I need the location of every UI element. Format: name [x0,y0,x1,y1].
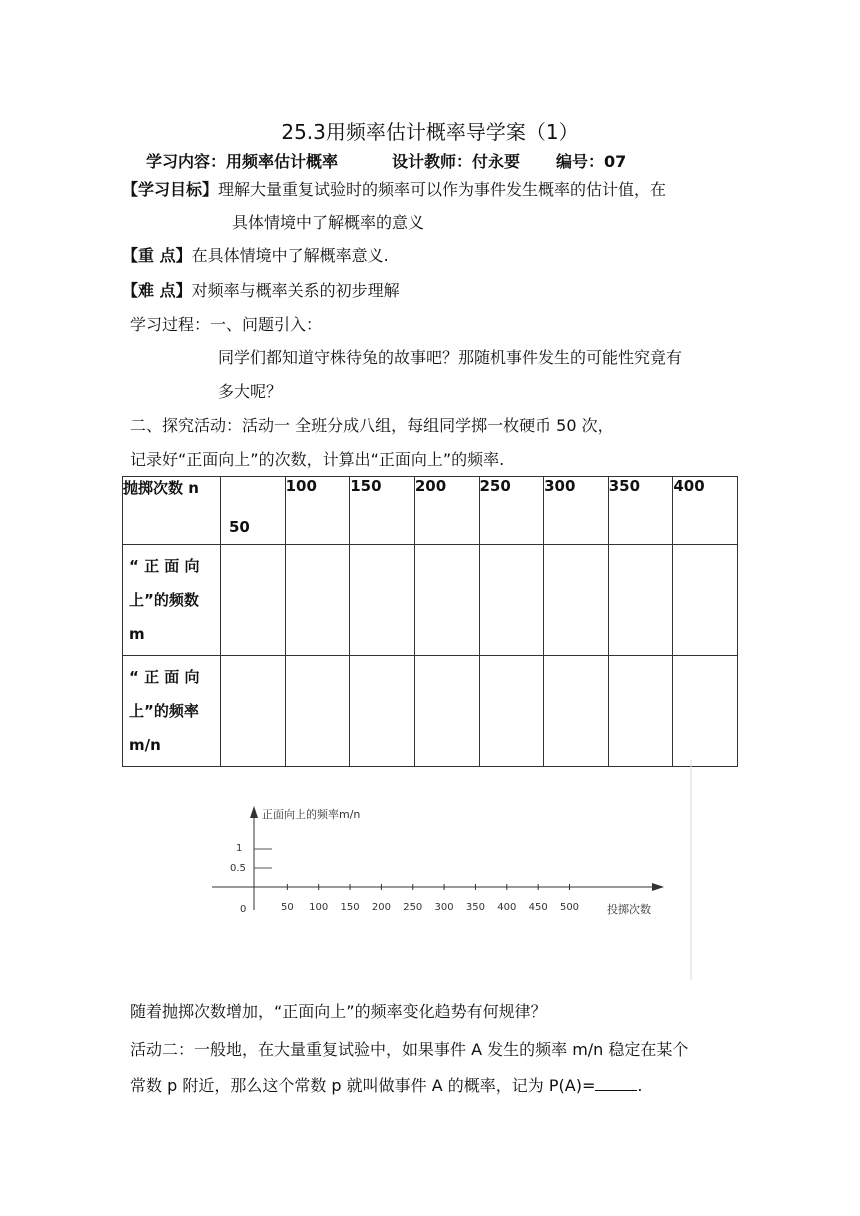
graph-origin-label: 0 [240,904,247,915]
page-title: 25.3用频率估计概率导学案（1） [281,120,579,144]
meta-designer: 设计教师：付永要 [392,152,521,171]
graph-x-tick-label: 400 [497,902,517,913]
table-header-cell: 50 [221,477,286,545]
graph-x-tick-label: 100 [309,902,329,913]
graph-x-tick-label: 350 [465,902,485,913]
graph-x-axis-label: 投掷次数 [607,903,651,916]
graph-y-arrow [250,806,258,818]
activity-one-text-cont: 记录好“正面向上”的次数，计算出“正面向上”的频率. [130,450,505,469]
graph-x-tick-label: 150 [340,902,360,913]
trend-question: 随着抛掷次数增加，“正面向上”的频率变化趋势有何规律？ [130,1002,547,1021]
key-text: 在具体情境中了解概率意义. [191,246,389,265]
graph-y-tick-label: 1 [236,843,243,854]
table-header-cell: 100 [285,477,350,545]
graph-x-tick-label: 300 [434,902,454,913]
difficulty-text: 对频率与概率关系的初步理解 [191,281,400,300]
graph-x-arrow [652,883,664,891]
table-header-cell: 150 [350,477,415,545]
goal-label: 【学习目标】 [122,180,219,199]
table-header-cell: 350 [608,477,673,545]
goal-text: 理解大量重复试验时的频率可以作为事件发生概率的估计值，在 [218,180,667,199]
intro-text-cont: 多大呢？ [218,382,283,401]
graph-y-axis-label: 正面向上的频率m/n [262,808,361,821]
graph-x-tick-label: 200 [371,902,391,913]
meta-content: 学习内容：用频率估计概率 [146,152,339,171]
graph-y-tick-label: 0.5 [230,863,246,874]
table-header-cell: 300 [544,477,609,545]
goal-text-cont: 具体情境中了解概率的意义 [232,213,425,232]
table-header-cell: 250 [479,477,544,545]
activity-two-text-cont [130,1076,642,1096]
activity-one-text: 二、探究活动：活动一 全班分成八组，每组同学掷一枚硬币 50 次， [130,416,614,435]
table-header-cell: 400 [673,477,738,545]
table-header-cell: 抛掷次数 n [123,477,221,545]
graph-x-tick-label: 450 [528,902,548,913]
graph-x-tick-label: 50 [280,902,294,913]
intro-text: 同学们都知道守株待兔的故事吧？那随机事件发生的可能性究竟有 [218,348,683,367]
activity-two-text: 活动二：一般地，在大量重复试验中，如果事件 A 发生的频率 m/n 稳定在某个 [130,1040,689,1059]
graph-x-ticks [281,884,579,913]
graph-x-tick-label: 250 [403,902,423,913]
meta-number: 编号：07 [556,152,627,171]
graph-x-tick-label: 500 [559,902,580,913]
difficulty-label: 【难 点】 [122,281,192,300]
row-label-frequency: “ 正 面 向 上”的频率 m/n [123,656,221,767]
activity-two-definition: 常数 p 附近，那么这个常数 p 就叫做事件 A 的概率，记为 P(A)= [130,1076,596,1095]
row-label-count: “ 正 面 向 上”的频数 m [123,545,221,656]
answer-blank[interactable] [595,1076,637,1091]
table-header-cell: 200 [414,477,479,545]
key-label: 【重 点】 [122,246,192,265]
process-heading: 学习过程：一、问题引入： [130,315,323,334]
activity-two-end: . [637,1076,643,1095]
